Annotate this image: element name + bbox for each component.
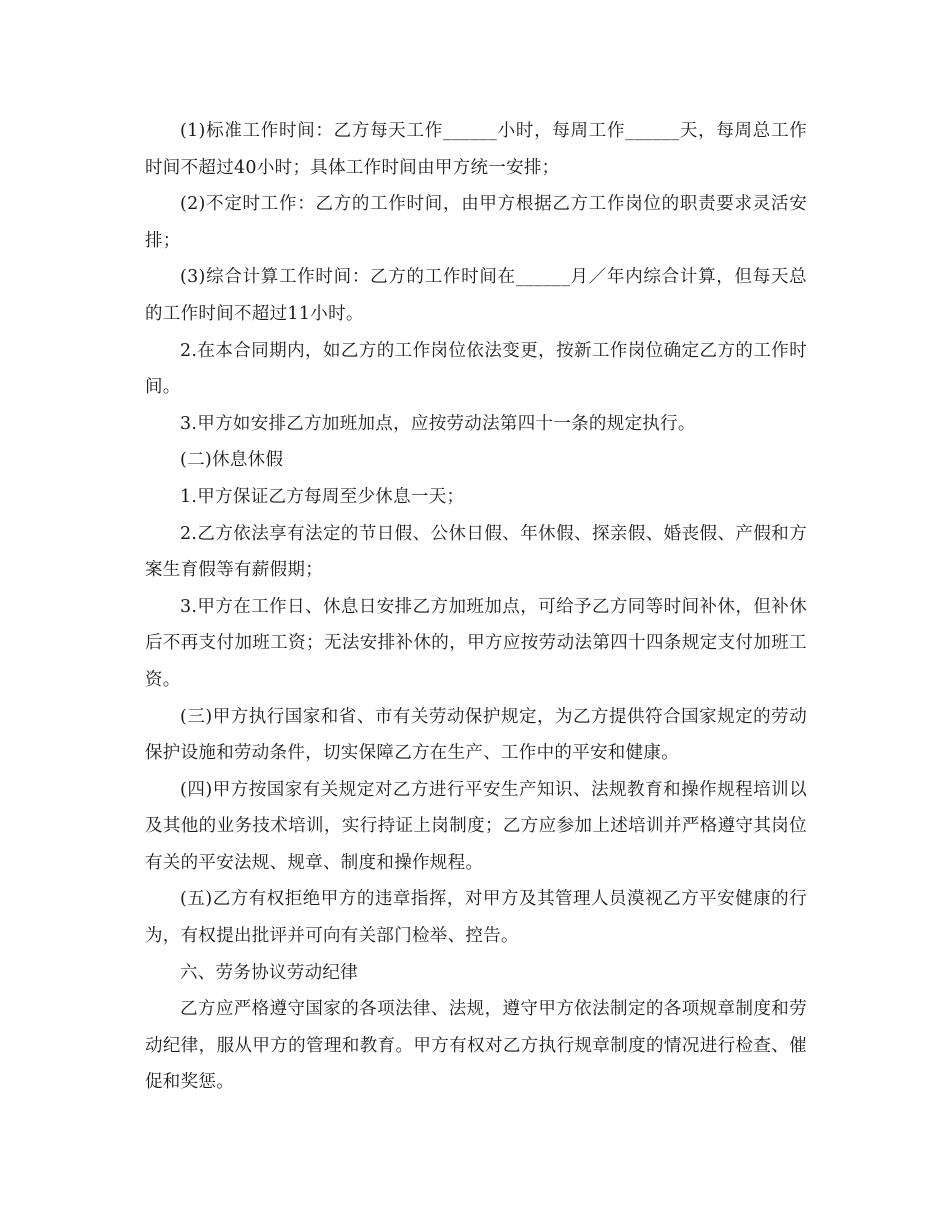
paragraph-position-change: 2.在本合同期内，如乙方的工作岗位依法变更，按新工作岗位确定乙方的工作时间。: [145, 340, 807, 398]
paragraph-standard-hours: (1)标准工作时间：乙方每天工作______小时，每周工作______天，每周总工作时间不超过40小时；具体工作时间由甲方统一安排；: [145, 121, 807, 178]
paragraph-paid-leave: 2.乙方依法享有法定的节日假、公休日假、年休假、探亲假、婚丧假、产假和方案生育假等有薪假期；: [145, 523, 807, 581]
paragraph-labor-protection: (三)甲方执行国家和省、市有关劳动保护规定，为乙方提供符合国家规定的劳动保护设施和劳动条件，切实保障乙方在生产、工作中的平安和健康。: [145, 706, 807, 764]
paragraph-safety-training: (四)甲方按国家有关规定对乙方进行平安生产知识、法规教育和操作规程培训以及其他的业务技术培训，实行持证上岗制度；乙方应参加上述培训并严格遵守其岗位有关的平安法规、规章、制度和操作规程。: [145, 779, 807, 873]
paragraph-refuse-violations: (五)乙方有权拒绝甲方的违章指挥，对甲方及其管理人员漠视乙方平安健康的行为，有权提出批评并可向有关部门检举、控告。: [145, 889, 807, 947]
paragraph-comprehensive-hours: (3)综合计算工作时间：乙方的工作时间在______月／年内综合计算，但每天总的工作时间不超过11小时。: [145, 267, 807, 324]
paragraph-compensatory-rest: 3.甲方在工作日、休息日安排乙方加班加点，可给予乙方同等时间补休，但补休后不再支付加班工资；无法安排补休的，甲方应按劳动法第四十四条规定支付加班工资。: [145, 596, 807, 690]
document-page: [145, 113, 807, 1101]
paragraph-overtime: 3.甲方如安排乙方加班加点，应按劳动法第四十一条的规定执行。: [180, 413, 696, 434]
paragraph-flexible-hours: (2)不定时工作：乙方的工作时间，由甲方根据乙方工作岗位的职责要求灵活安排；: [145, 194, 807, 251]
paragraph-discipline: 乙方应严格遵守国家的各项法律、法规，遵守甲方依法制定的各项规章制度和劳动纪律，服从甲方的管理和教育。甲方有权对乙方执行规章制度的情况进行检查、催促和奖惩。: [145, 999, 807, 1093]
section-heading-rest-leave: (二)休息休假: [180, 450, 284, 471]
paragraph-weekly-rest: 1.甲方保证乙方每周至少休息一天；: [180, 486, 465, 507]
section-heading-discipline: 六、劳务协议劳动纪律: [180, 962, 358, 983]
